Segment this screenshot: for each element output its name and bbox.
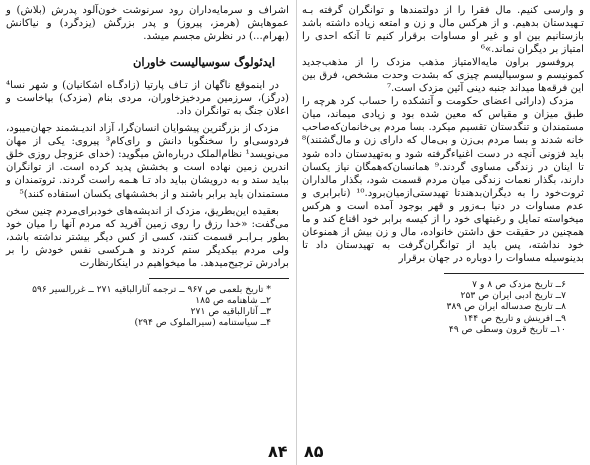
- paragraph: [302, 4, 584, 56]
- paragraph: [302, 95, 584, 265]
- text-line: اشراف و سرمایه‌داران رود سرنوشت خون‌آلود پدرش (بلاش) و: [6, 5, 289, 16]
- footnote-rule: [444, 273, 584, 274]
- text-line: مزدک از بزرگترین پیشوایان انسان‌گرا، آزاد اندیـشمند: [55, 123, 279, 135]
- footnote: ۹ــ افرینش و تاریخ ص ۱۴۴: [463, 312, 566, 324]
- text-line: بعقیده این‌بطریق، مزدک از اندیشه‌های خودبرای‌مردم چنین: [32, 205, 279, 217]
- intro-paragraph: [6, 4, 289, 43]
- text-line: را طبق میزان و مقیاس که معین شده بود و زیادی میماند، میان: [302, 96, 584, 121]
- text-line: است. از توانگران بباید ستد و به درویشان بباید داد تـا هـمه: [6, 162, 289, 187]
- footnote: ۶ــ تاریخ مزدک ص ۸ و ۷: [472, 278, 566, 290]
- text-line: (بهرام...) در نظرش مجسم میشد.: [143, 31, 289, 43]
- text-line: امتیاز بر دیگران نماند.»⁶: [480, 44, 584, 56]
- text-line: بازستانیم بین او و غیر او مساوات برقرار کنیم تا آنکه احدی را: [302, 31, 584, 43]
- text-line: این فرقه‌ها میداند جنبه دینی آئین مزدک است.⁷: [386, 83, 584, 95]
- text-line: (نابرابری و عدم مساوات در دنیا بـه‌زور و قهر بوجود آمده: [302, 187, 584, 212]
- text-line: خودش را بر برادرش ترجیح‌میدهد. ما میخواهیم در اینکارنظارت: [6, 244, 289, 269]
- text-line: باید فزونی آنچه در دست اغنیاءگرفته شود و به‌تهیدستان: [345, 148, 584, 160]
- text-line: یکی از مهان‌ می‌نویسد¹ نظام‌الملک درباره‌اش میگوید: (خدای: [6, 136, 290, 161]
- paragraph: [302, 56, 584, 95]
- text-line: و وارسی کنیم. مال فقرا را از دولتمندها و توانگران گرفته بـه: [302, 5, 584, 16]
- text-line: جهان‌میبود، فردوسی‌او را سخنگوبا دانش و رای‌کام³ پیروی:: [6, 123, 289, 148]
- footnote: ۲ــ شاهنامه ص ۱۸۵: [195, 295, 271, 306]
- text-line: است و هرکس میخواسته تمایل و رغبتهای خود را از کیسه برابر: [302, 200, 584, 225]
- footnote: * تاریخ بلعمی ص ۹۶۷ ــ ترجمه آثارالباقیه ۲۷۱ ــ غررالسیر ۵۹۶: [32, 283, 271, 295]
- footnote: ۷ــ تاریخ ادبی ایران ص ۲۵۳: [460, 290, 566, 302]
- text-line: خانه شدند و بسا مردم بی‌زن و بی‌مال که دارای زن و مال‌گشتند)⁸: [302, 135, 584, 147]
- text-line: یکسان دارند، بگذار نعمات زندگی میان مردم قسمت شود، بگذار: [302, 161, 584, 186]
- text-line: خود اقناع کند و ما همچنین در حقیقت حق داشتن خانواده، مال: [302, 213, 585, 238]
- paragraph: [6, 122, 289, 200]
- paragraph: [6, 205, 289, 270]
- footnote: ۸ــ تاریخ صدساله ایران ص ۳۸۹: [446, 301, 566, 313]
- footnote: ۱۰ــ تاریخ قرون وسطی ص ۴۹: [448, 323, 566, 335]
- text-line: داده شود تا اینان در زندگی مساوی گردند.⁹ همانسان‌که‌همگان نیاز: [302, 148, 585, 173]
- text-line: نداشته باشد، ولی مردم بیکدیگر ستم کردند و هـرکسی نفس: [6, 231, 289, 256]
- text-line: شهر نسا⁴ (درگز)، سرزمین مردخیزخاوران، مردی بنام (مزدک): [6, 80, 289, 105]
- right-page: [302, 4, 584, 461]
- text-line: تـهیدستان بدهیم. و از هرکس مال و زن و امتعه زیاده داشته باشد: [302, 18, 584, 30]
- text-line: عزوجل روزی خلق اندرین زمین نهاده است و بخشش پدید کرده: [6, 149, 289, 174]
- text-line: پروفسور براون مایه‌الامتیاز مذهب مزدک را از مذهب‌جدید: [302, 57, 574, 69]
- text-line: در اینموقع ناگهان از تـاف پارتیا (زادگـاه اشکانیان) و: [52, 80, 280, 92]
- text-line: راست گردند. ثروتمندان و مستمندان باید برابر باشند و از: [6, 175, 289, 200]
- text-line: سخن می‌گفت: «خدا رزق را روی زمین آفرید که مردم آنها را: [6, 205, 289, 230]
- paragraph: [6, 79, 289, 118]
- section-heading: ایدئولوگ سوسیالیست خاوران: [132, 55, 275, 70]
- footnotes: [302, 279, 584, 335]
- page-number-left: ۸۴: [268, 442, 288, 461]
- text-line: کمونیسم و سوسیالیسم چیزی که بشدت وحدت مشخص، فرق بین: [302, 70, 584, 82]
- footnote: ۳ــ آثارالباقیه ص ۲۷۱: [190, 306, 271, 318]
- text-line: میان خود بطور بـرابـر قسمت کنند، کسی از کس دیگر بیشتر: [6, 218, 289, 243]
- text-line: عموهایش (هرمز، پیروز) و پدر بزرگش (یزدگرد) و نیاکانش: [6, 18, 289, 30]
- text-line: مستمندان و تنگدستان تقسیم میکرد. بسا مردم بی‌خانمان‌که‌صاحب: [302, 122, 584, 134]
- text-line: بخششهای یکسان استفاده کنند)⁵: [19, 188, 158, 200]
- left-page: [6, 4, 289, 461]
- footnote-rule: [149, 278, 289, 279]
- text-line: بپاخاست و اعلان جنگ به توانگران داد.: [6, 93, 289, 118]
- text-line: تهیدستان داد تا بدینوسیله مساوات را دوباره در جهان برقرار: [302, 239, 584, 264]
- text-line: مالداران ثروت‌خود را به دیگران‌بدهندتا تهیدستی‌ازمیان‌برود.¹⁰: [302, 174, 584, 199]
- page-number-right: ۸۵: [304, 442, 324, 461]
- page-gutter: [296, 0, 297, 465]
- footnote: ۴ــ سیاستنامه (سیرالملوک ص ۲۹۴): [134, 317, 271, 329]
- footnotes: [6, 284, 289, 329]
- text-line: و زن بیش از همنوعان خود نداشته، پس باید از توانگران‌گرفت به: [302, 226, 585, 251]
- text-line: مزدک (دارائی اعضای حکومت و آتشکده را حساب کرد هرچه: [313, 96, 574, 108]
